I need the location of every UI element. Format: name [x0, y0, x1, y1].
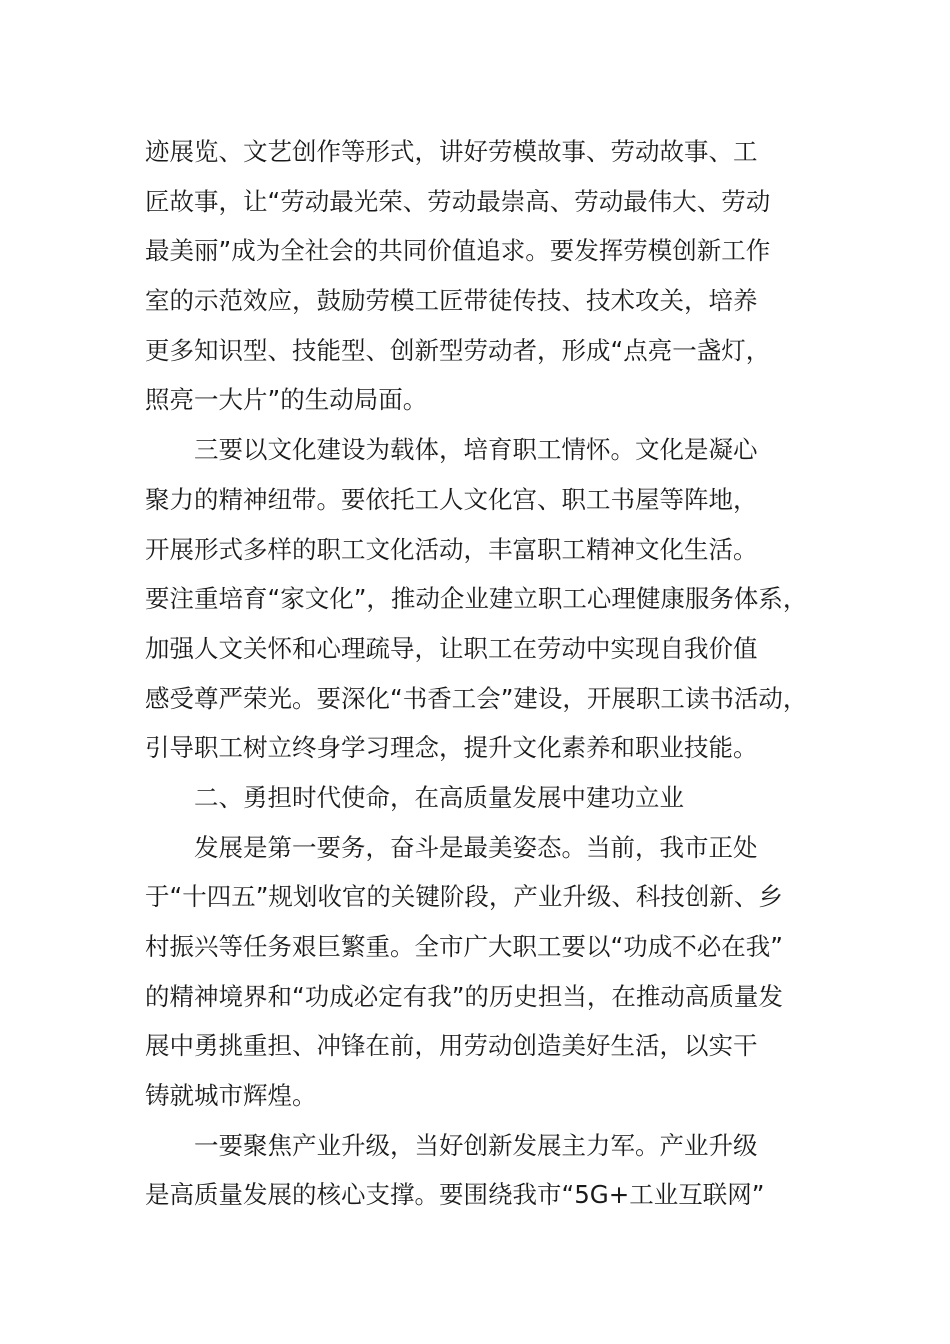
text-line: 于“十四五”规划收官的关键阶段，产业升级、科技创新、乡 — [145, 882, 783, 912]
text-line: 最美丽”成为全社会的共同价值追求。要发挥劳模创新工作 — [145, 236, 771, 266]
text-line: 迹展览、文艺创作等形式，讲好劳模故事、劳动故事、工 — [145, 137, 758, 166]
text-line: 展中勇挑重担、冲锋在前，用劳动创造美好生活，以实干 — [145, 1031, 758, 1061]
paragraph-start-line: 一要聚焦产业升级，当好创新发展主力军。产业升级 — [194, 1130, 758, 1160]
text-line: 室的示范效应，鼓励劳模工匠带徒传技、技术攻关，培养 — [145, 286, 758, 316]
section-heading: 二、勇担时代使命，在高质量发展中建功立业 — [194, 782, 684, 812]
text-line: 照亮一大片”的生动局面。 — [145, 385, 428, 415]
text-line: 聚力的精神纽带。要依托工人文化宫、职工书屋等阵地， — [145, 484, 758, 514]
paragraph-start-line: 三要以文化建设为载体，培育职工情怀。文化是凝心 — [194, 435, 758, 465]
text-line: 更多知识型、技能型、创新型劳动者，形成“点亮一盏灯， — [145, 335, 771, 365]
text-line: 的精神境界和“功成必定有我”的历史担当，在推动高质量发 — [145, 981, 783, 1011]
text-line: 是高质量发展的核心支撑。要围绕我市“5G+工业互联网” — [145, 1180, 765, 1210]
text-line: 感受尊严荣光。要深化“书香工会”建设，开展职工读书活动， — [145, 683, 808, 713]
text-line: 要注重培育“家文化”，推动企业建立职工心理健康服务体系， — [145, 584, 808, 614]
text-line: 村振兴等任务艰巨繁重。全市广大职工要以“功成不必在我” — [145, 932, 783, 961]
document-body — [145, 127, 825, 1220]
text-line: 开展形式多样的职工文化活动，丰富职工精神文化生活。 — [145, 534, 758, 564]
text-line: 引导职工树立终身学习理念，提升文化素养和职业技能。 — [145, 733, 758, 763]
paragraph-start-line: 发展是第一要务，奋斗是最美姿态。当前，我市正处 — [194, 832, 758, 862]
text-line: 铸就城市辉煌。 — [145, 1081, 317, 1111]
text-line: 加强人文关怀和心理疏导，让职工在劳动中实现自我价值 — [145, 633, 758, 663]
text-line: 匠故事，让“劳动最光荣、劳动最崇高、劳动最伟大、劳动 — [145, 186, 771, 216]
